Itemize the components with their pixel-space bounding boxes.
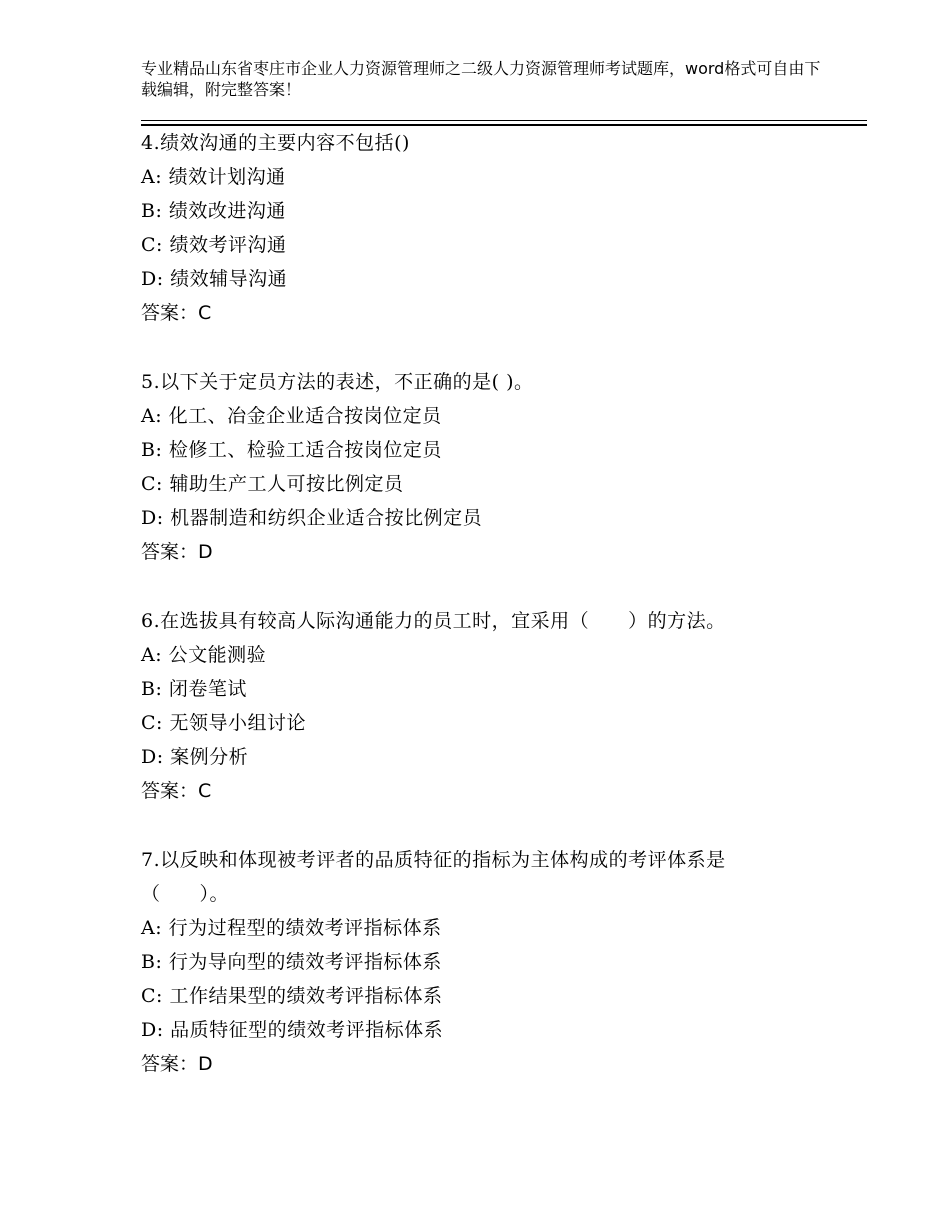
option-b: B: 行为导向型的绩效考评指标体系 — [141, 951, 442, 973]
question-7 — [141, 843, 841, 1081]
option-d: D: 品质特征型的绩效考评指标体系 — [141, 1019, 444, 1041]
question-stem: 6.在选拔具有较高人际沟通能力的员工时，宜采用（ ）的方法。 — [141, 610, 726, 632]
question-stem: 4.绩效沟通的主要内容不包括() — [141, 132, 410, 154]
question-6 — [141, 604, 841, 808]
option-a: A: 公文能测验 — [141, 644, 267, 666]
option-c: C: 绩效考评沟通 — [141, 234, 287, 256]
option-d: D: 案例分析 — [141, 746, 249, 768]
option-c: C: 工作结果型的绩效考评指标体系 — [141, 985, 443, 1007]
answer-label: 答案：C — [141, 302, 212, 324]
question-5 — [141, 365, 841, 569]
answer-label: 答案：D — [141, 541, 213, 563]
option-b: B: 绩效改进沟通 — [141, 200, 286, 222]
option-c: C: 无领导小组讨论 — [141, 712, 306, 734]
option-d: D: 绩效辅导沟通 — [141, 268, 288, 290]
option-b: B: 闭卷笔试 — [141, 678, 247, 700]
option-a: A: 行为过程型的绩效考评指标体系 — [141, 917, 442, 939]
question-stem: 7.以反映和体现被考评者的品质特征的指标为主体构成的考评体系是（ ）。 — [141, 849, 726, 905]
option-a: A: 化工、冶金企业适合按岗位定员 — [141, 405, 442, 427]
option-b: B: 检修工、检验工适合按岗位定员 — [141, 439, 442, 461]
question-4 — [141, 126, 841, 330]
header-divider-thin — [141, 120, 867, 121]
option-a: A: 绩效计划沟通 — [141, 166, 286, 188]
answer-label: 答案：C — [141, 780, 212, 802]
option-c: C: 辅助生产工人可按比例定员 — [141, 473, 404, 495]
document-header: 专业精品山东省枣庄市企业人力资源管理师之二级人力资源管理师考试题库，word格式可自由下载编辑，附完整答案！ — [141, 59, 821, 99]
question-stem: 5.以下关于定员方法的表述，不正确的是( )。 — [141, 371, 534, 393]
answer-label: 答案：D — [141, 1053, 213, 1075]
option-d: D: 机器制造和纺织企业适合按比例定员 — [141, 507, 483, 529]
